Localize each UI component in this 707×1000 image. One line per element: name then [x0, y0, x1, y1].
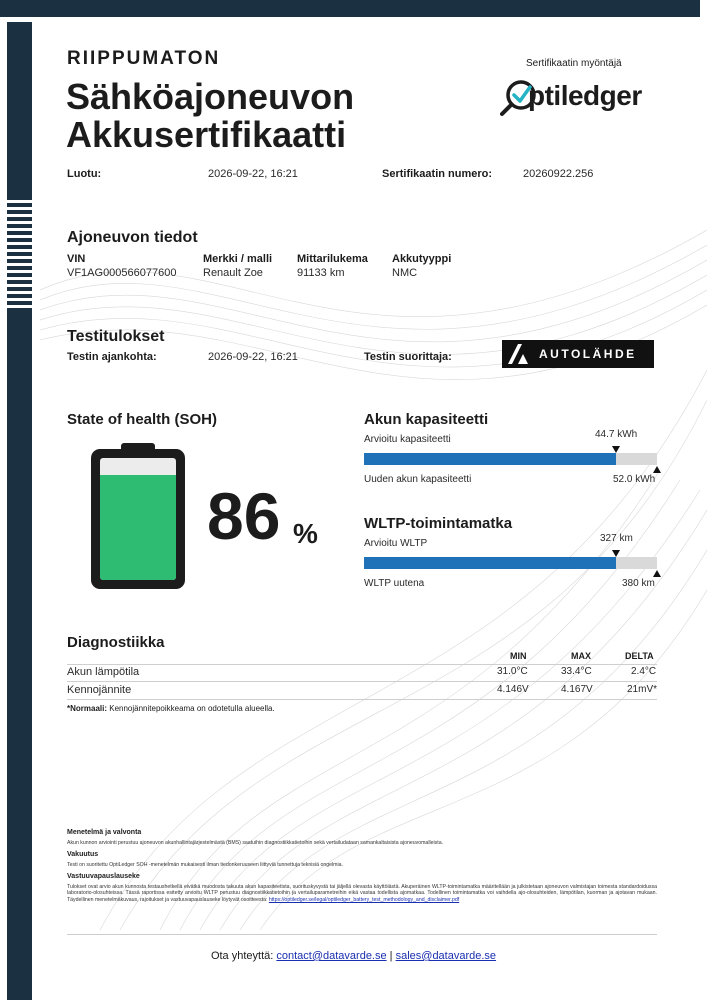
col-max: MAX	[571, 651, 591, 661]
odometer-label: Mittarilukema	[297, 253, 368, 265]
capacity-bar-fill	[364, 453, 616, 465]
capacity-bar	[364, 453, 657, 465]
created-label: Luotu:	[67, 168, 102, 180]
col-delta: DELTA	[625, 651, 654, 661]
top-accent-bar	[0, 0, 700, 17]
soh-unit: %	[293, 518, 318, 549]
diag-row-max: 4.167V	[561, 684, 593, 695]
disclaimer-link[interactable]: https://optiledger.se/legal/optiledger_battery_test_methodology_and_disclaimer.pdf	[268, 896, 460, 903]
capacity-new-value: 52.0 kWh	[613, 474, 656, 485]
disclaimer-block	[67, 884, 657, 903]
footer-divider	[67, 934, 657, 935]
assurance-text: Testi on suoritettu OptiLedger SOH -menetelmän mukaisesti ilman tiedonkeruuseen liittyviä tunnettuja teknisiä ongelmia.	[67, 862, 343, 868]
contact-line	[0, 950, 707, 962]
disclaimer-heading: Vastuuvapauslauseke	[67, 873, 140, 880]
diagnostics-note-bold: *Normaali:	[67, 704, 108, 713]
contact-separator: |	[389, 950, 393, 962]
cert-number-value: 20260922.256	[523, 168, 594, 180]
test-heading: Testitulokset	[67, 328, 165, 345]
wltp-estimated-value: 327 km	[600, 533, 633, 544]
wltp-estimated-marker	[612, 550, 620, 557]
wltp-heading: WLTP-toimintamatka	[364, 515, 513, 532]
capacity-new-label: Uuden akun kapasiteetti	[364, 474, 472, 485]
cert-number-label: Sertifikaatin numero:	[382, 168, 493, 180]
divider	[67, 681, 657, 682]
capacity-estimated-marker	[612, 446, 620, 453]
col-min: MIN	[510, 651, 527, 661]
diag-row-label: Akun lämpötila	[67, 666, 140, 678]
diag-row-min: 4.146V	[497, 684, 529, 695]
diag-row-max: 33.4°C	[561, 666, 592, 677]
capacity-estimated-label: Arvioitu kapasiteetti	[364, 434, 451, 445]
side-stripes	[7, 196, 32, 310]
issuer-label: Sertifikaatin myöntäjä	[526, 58, 622, 69]
issuer-logo-text: ptiledger	[528, 80, 642, 111]
make-label: Merkki / malli	[203, 253, 273, 265]
diag-row-delta: 2.4°C	[631, 666, 657, 677]
wltp-new-label: WLTP uutena	[364, 578, 425, 589]
vin-label: VIN	[67, 253, 86, 265]
odometer-value: 91133 km	[297, 267, 345, 279]
battery-type-label: Akkutyyppi	[392, 253, 452, 265]
capacity-heading: Akun kapasiteetti	[364, 411, 489, 428]
battery-type-value: NMC	[392, 267, 418, 279]
divider	[67, 699, 657, 700]
capacity-new-marker	[653, 466, 661, 473]
test-time-value: 2026-09-22, 16:21	[208, 351, 298, 363]
contact-email-link[interactable]: contact@datavarde.se	[276, 950, 387, 962]
diag-row-delta: 21mV*	[627, 684, 658, 695]
performer-logo-text: AUTOLÄHDE	[539, 347, 637, 361]
diagnostics-note-text: Kennojännitepoikkeama on odotetulla alueella.	[107, 704, 275, 713]
vin-value: VF1AG000566077600	[67, 267, 177, 279]
created-value: 2026-09-22, 16:21	[208, 168, 298, 180]
diag-row-label: Kennojännite	[67, 684, 132, 696]
disclaimer-text: Tulokset ovat arvio akun kunnosta testaushetkellä eivätkä muodosta takuuta akun kapasiteetista, suorituskyvystä tai jäljellä olevasta käyttöiästä. Akuperäinen WLTP-toimintamatka määritellään ja julkistetaan ajoneuvon valmistajan toimesta standardoidussa laboratorio-olosuhteissa. Tässä raportissa esitetty arvioitu WLTP perustuu diagnostiikkatietoihin ja vertailuparametreihin eikä vastaa todellista ajomatkaa. Todellinen toimintamatka voi vaihdella ajo-olosuhteiden, lämpötilan, kuorman ja ajotavan mukaan. Täydellinen menetelmäkuvaus, rajoitukset ja vastuuvapauslauseke löytyvät osoitteesta:	[67, 884, 657, 903]
diag-row-min: 31.0°C	[497, 666, 528, 677]
document-eyebrow: RIIPPUMATON	[67, 48, 221, 69]
diagnostics-heading: Diagnostiikka	[67, 634, 165, 651]
diagnostics-note	[67, 704, 275, 713]
side-accent-bar	[7, 22, 32, 1000]
test-performer-label: Testin suorittaja:	[364, 351, 452, 363]
wltp-bar	[364, 557, 657, 569]
contact-label: Ota yhteyttä:	[210, 950, 274, 962]
page-title-line1: Sähköajoneuvon	[66, 76, 355, 117]
capacity-estimated-value: 44.7 kWh	[595, 429, 638, 440]
wltp-new-marker	[653, 570, 661, 577]
vehicle-heading: Ajoneuvon tiedot	[67, 229, 198, 246]
battery-level-fill	[100, 475, 176, 580]
assurance-heading: Vakuutus	[67, 851, 99, 858]
soh-value: 86	[207, 479, 281, 553]
wltp-new-value: 380 km	[622, 578, 655, 589]
page-title-line2: Akkusertifikaatti	[66, 114, 347, 155]
test-time-label: Testin ajankohta:	[67, 351, 157, 363]
method-heading: Menetelmä ja valvonta	[67, 829, 142, 836]
wltp-bar-fill	[364, 557, 616, 569]
divider	[67, 664, 657, 665]
make-value: Renault Zoe	[203, 267, 263, 279]
autolahde-mark-icon	[508, 344, 532, 364]
method-text: Akun kunnon arviointi perustuu ajoneuvon akunhallintajärjestelmästä (BMS) saatuihin diagnostiikkatietoihin sekä vertailudataan samankaltaisista ajoneuvomalleista.	[67, 840, 444, 846]
sales-email-link[interactable]: sales@datavarde.se	[395, 950, 497, 962]
wltp-estimated-label: Arvioitu WLTP	[364, 538, 428, 549]
soh-heading: State of health (SOH)	[67, 411, 218, 428]
